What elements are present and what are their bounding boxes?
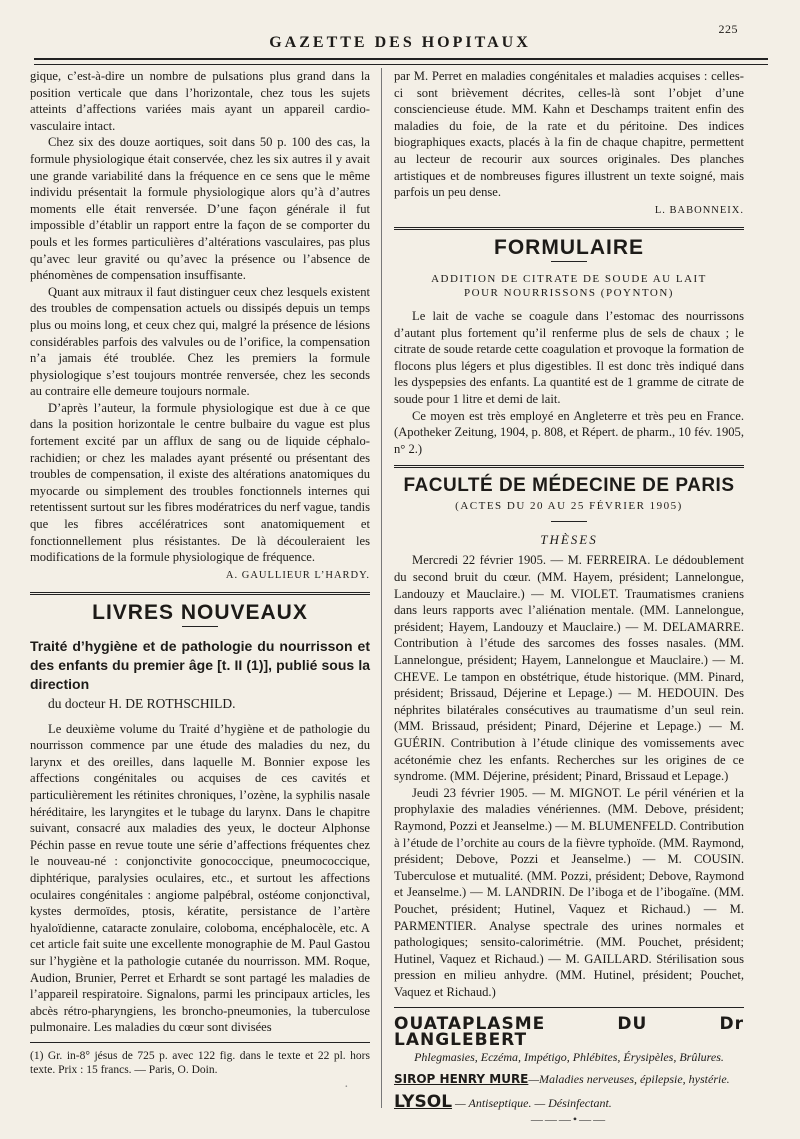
body-paragraph: D’après l’auteur, la formule physiologique est due à ce que dans la position horizontale le centre bulbaire du vague est plus fortement excité par un afflux de sang ou de liquide céphalo-rachidien; or chez les malades ayant présenté ou présentant des troubles de compensation, il existe des altérations anatomiques du myocarde ou simplement des troubles fonctionnels internes qui retentissent surtout sur les fibres modératrices du nerf vague, tandis que les fibres accélératrices sont anatomiquement et fonctionnellement plus résistantes. De là découleraient les modifications de la formule physiologique de fréquence.	[30, 400, 370, 565]
header-rule-thin	[34, 64, 768, 65]
title-underline	[551, 261, 587, 262]
footnote: (1) Gr. in-8° jésus de 725 p. avec 122 fig. dans le texte et 22 pl. hors texte. Prix : 15 francs. — Paris, O. Doin.	[30, 1049, 370, 1077]
theses-paragraph: Jeudi 23 février 1905. — M. MIGNOT. Le péril vénérien et la prophylaxie des maladies vénériennes. (MM. Debove, président; Raymond, Pozzi et Jeanselme.) — M. BLUMENFELD. Contribution à l’étude de l’orchite au cours de la fièvre typhoïde. (MM. Raymond, président; Debove, Pozzi et Jeanselme.) — M. COUSIN. Tuberculose et mutualité. (MM. Pozzi, président; Debove, Raymond et Jeanselme.) — M. LANDRIN. De l’iboga et de l’ibogaïne. (MM. Pouchet, président; Hutinel, Vaquez et Richaud.) — M. PARMENTIER. Analyse spectrale des urines normales et pathologiques; sensito-calorimétrie. (MM. Pouchet, président; Hutinel, Vaquez et Richaud.) — M. GAILLARD. Stérilisation sous pression en milieu anhydre. (MM. Hutinel, président; Pouchet, Vaquez et Richaud.)	[394, 785, 744, 999]
section-rule	[394, 465, 744, 468]
faculte-subtitle: (ACTES DU 20 AU 25 FÉVRIER 1905)	[455, 499, 683, 512]
body-paragraph: gique, c’est-à-dire un nombre de pulsations plus grand dans la position verticale que dans l’horizontale, chez tous les sujets atteints d’affections variées mais ayant un appareil cardio-vasculaire intact.	[30, 69, 370, 133]
formula-paragraph: Le lait de vache se coagule dans l’estomac des nourrissons d’autant plus fortement qu’il renferme plus de sels de chaux ; le citrate de soude retarde cette coagulation et provoque la formation de flocons plus légers et plus digestibles. Il est donc très indiqué dans les dyspepsies des enfants. La quantité est de 1 gramme de citrate de soude pour 1 litre et demi de lait.	[394, 308, 744, 406]
formula-heading-line2: POUR NOURRISSONS (POYNTON)	[464, 286, 674, 299]
review-paragraph: Le deuxième volume du Traité d’hygiène et de pathologie du nourrisson commence par une étude des maladies du nez, du larynx et des oreilles, dans laquelle M. Bonnier expose les affections congénitales ou acquises de ces cavités et particulièrement les rétinites chroniques, l’ozène, la syphilis nasale héréditaire, les laryngites et le tubage du larynx. Dans le chapitre suivant, consacré aux maladies des yeux, le docteur Alphonse Péchin passe en revue toute une série d’affections fréquentes chez le nouveau-né : conjonctivite gonococcique, pneumococcique, diphtérique, paralysies oculaires, etc., et surtout les affections oculaires congénitales : angiome palpébral, ostéome conjonctival, kystes dermoïdes, ptosis, kératite, persistance de l’artère hyaloïdienne, cataracte zonulaire, coloboma, encéphalocèle, etc. A cet article fait suite une excellente monographie de M. Paul Gastou sur l’hygiène et la pathologie cutanée du nourrisson. MM. Roque, Audion, Brunier, Perret et Erhardt se sont partagé les maladies de l’appareil respiratoire. Signalons, parmi les principaux articles, les abcès rétro-pharyngiens, les broncho-pneumonies, la tuberculose pulmonaire. Les maladies du cœur sont divisées	[30, 721, 370, 1035]
advertisement-lysol	[394, 1091, 744, 1112]
section-title-livres: LIVRES NOUVEAUX	[92, 601, 308, 625]
body-paragraph: Quant aux mitraux il faut distinguer ceux chez lesquels existent des troubles de compensation actuels ou dissipés depuis un temps plus ou moins long, et ceux chez qui, malgré la présence de lésions considérables parfois des valvules ou de l’orifice, la compensation n’a jamais été troublée. Chez les premiers la formule physiologique s’est toujours montrée renversée, chez les seconds au contraire elle demeure toujours normale.	[30, 284, 370, 399]
formula-paragraph: Ce moyen est très employé en Angleterre et très peu en France. (Apotheker Zeitung, 1904, p. 808, et Répert. de pharm., 10 fév. 1905, n° 2.)	[394, 408, 744, 456]
article-signature: A. GAULLIEUR L’HARDY.	[225, 569, 370, 581]
section-title-faculte: FACULTÉ DE MÉDECINE DE PARIS	[403, 475, 735, 497]
advertisement-sirop	[394, 1071, 744, 1088]
page-number: 225	[718, 22, 738, 36]
ad-text: —Maladies nerveuses, épilepsie, hystérie.	[528, 1072, 730, 1087]
book-author: du docteur H. DE ROTHSCHILD.	[48, 696, 236, 711]
body-paragraph: Chez six des douze aortiques, soit dans 50 p. 100 des cas, la formule physiologique était conservée, chez les six autres il y avait une grande variabilité dans la fréquence en ce sens que le même individu présentait la formule physiologique alors qu’à d’autres moments elle était renversée. D’une façon générale il fut impossible d’établir un rapport entre la façon de se comporter du pouls et les formes particulières d’altérations vasculaires, pas plus qu’avec leur gravité ou qu’avec la présence ou l’absence de phénomènes de compensation insuffisante.	[30, 135, 370, 283]
ad-brand: LYSOL	[394, 1091, 453, 1112]
title-underline	[182, 626, 218, 627]
running-head: GAZETTE DES HOPITAUX	[269, 34, 531, 51]
ad-title: OUATAPLASME DU Dr LANGLEBERT	[394, 1013, 744, 1051]
footnote-rule	[30, 1042, 370, 1043]
right-column	[394, 68, 744, 1128]
book-title: Traité d’hygiène et de pathologie du nourrisson et des enfants du premier âge [t. II (1)], publié sous la direction	[30, 638, 370, 692]
advertisement-ouataplasme	[394, 1013, 744, 1066]
theses-paragraph: Mercredi 22 février 1905. — M. FERREIRA. Le dédoublement du second bruit du cœur. (MM. Hayem, président; Lannelongue, Landouzy et Mauclaire.) — M. VIOLET. Traumatismes craniens dans leurs rapports avec l’aliénation mentale. (MM. Lannelongue, président; Hayem, Landouzy et Mauclaire.) — M. DELAMARRE. Contribution à l’étude des sarcomes des fosses nasales. (MM. Lannelongue, président; Hayem, Lannelongue et Mauclaire.) — M. CHEVE. Le tampon en obstétrique, étude historique. (MM. Pinard, président; Brissaud, Déjerine et Lepage.) — M. HEDOUIN. Des néphrites bilatérales consécutives au traumatisme d’un seul rein. (MM. Brissaud, président; Pinard, Déjerine et Lepage.) — M. GUÉRIN. Contribution à l’étude clinique des vomissements avec acétonémie chez les enfants. Recherches sur les origines de ce syndrome. (MM. Déjerine, président; Pinard, Brissaud et Lepage.)	[394, 553, 744, 784]
section-rule	[30, 592, 370, 595]
page-speck: ·	[344, 1080, 349, 1095]
formula-heading-line1: ADDITION DE CITRATE DE SOUDE AU LAIT	[431, 272, 707, 285]
ad-brand: SIROP HENRY MURE	[394, 1072, 529, 1087]
ad-text: — Antiseptique. — Désinfectant.	[452, 1095, 612, 1110]
section-rule	[394, 227, 744, 230]
title-underline	[551, 521, 587, 522]
ornament-divider: ———•——	[530, 1112, 608, 1127]
formula-heading	[394, 272, 744, 300]
section-title-formulaire: FORMULAIRE	[494, 236, 644, 260]
body-paragraph: par M. Perret en maladies congénitales et maladies acquises : celles-ci sont brièvement décrites, celles-là sont l’objet d’une consciencieuse étude. MM. Kahn et Deschamps traitent enfin des maladies du foie, de la rate et du péritoine. Des indices biographiques exacts, placés à la fin de chaque chapitre, permettent au lecteur de recourir aux sources originales. Des planches artistiques et de nombreuses figures illustrent un texte soigné, mais parfois un peu dense.	[394, 69, 744, 200]
theses-heading: THÈSES	[540, 531, 598, 547]
ad-subtitle: Phlegmasies, Eczéma, Impétigo, Phlébites, Érysipèles, Brûlures.	[414, 1049, 724, 1064]
ad-rule	[394, 1007, 744, 1008]
review-signature: L. BABONNEIX.	[654, 204, 744, 216]
left-column	[30, 68, 370, 1078]
header-rule	[34, 58, 768, 60]
column-divider	[381, 68, 382, 1108]
